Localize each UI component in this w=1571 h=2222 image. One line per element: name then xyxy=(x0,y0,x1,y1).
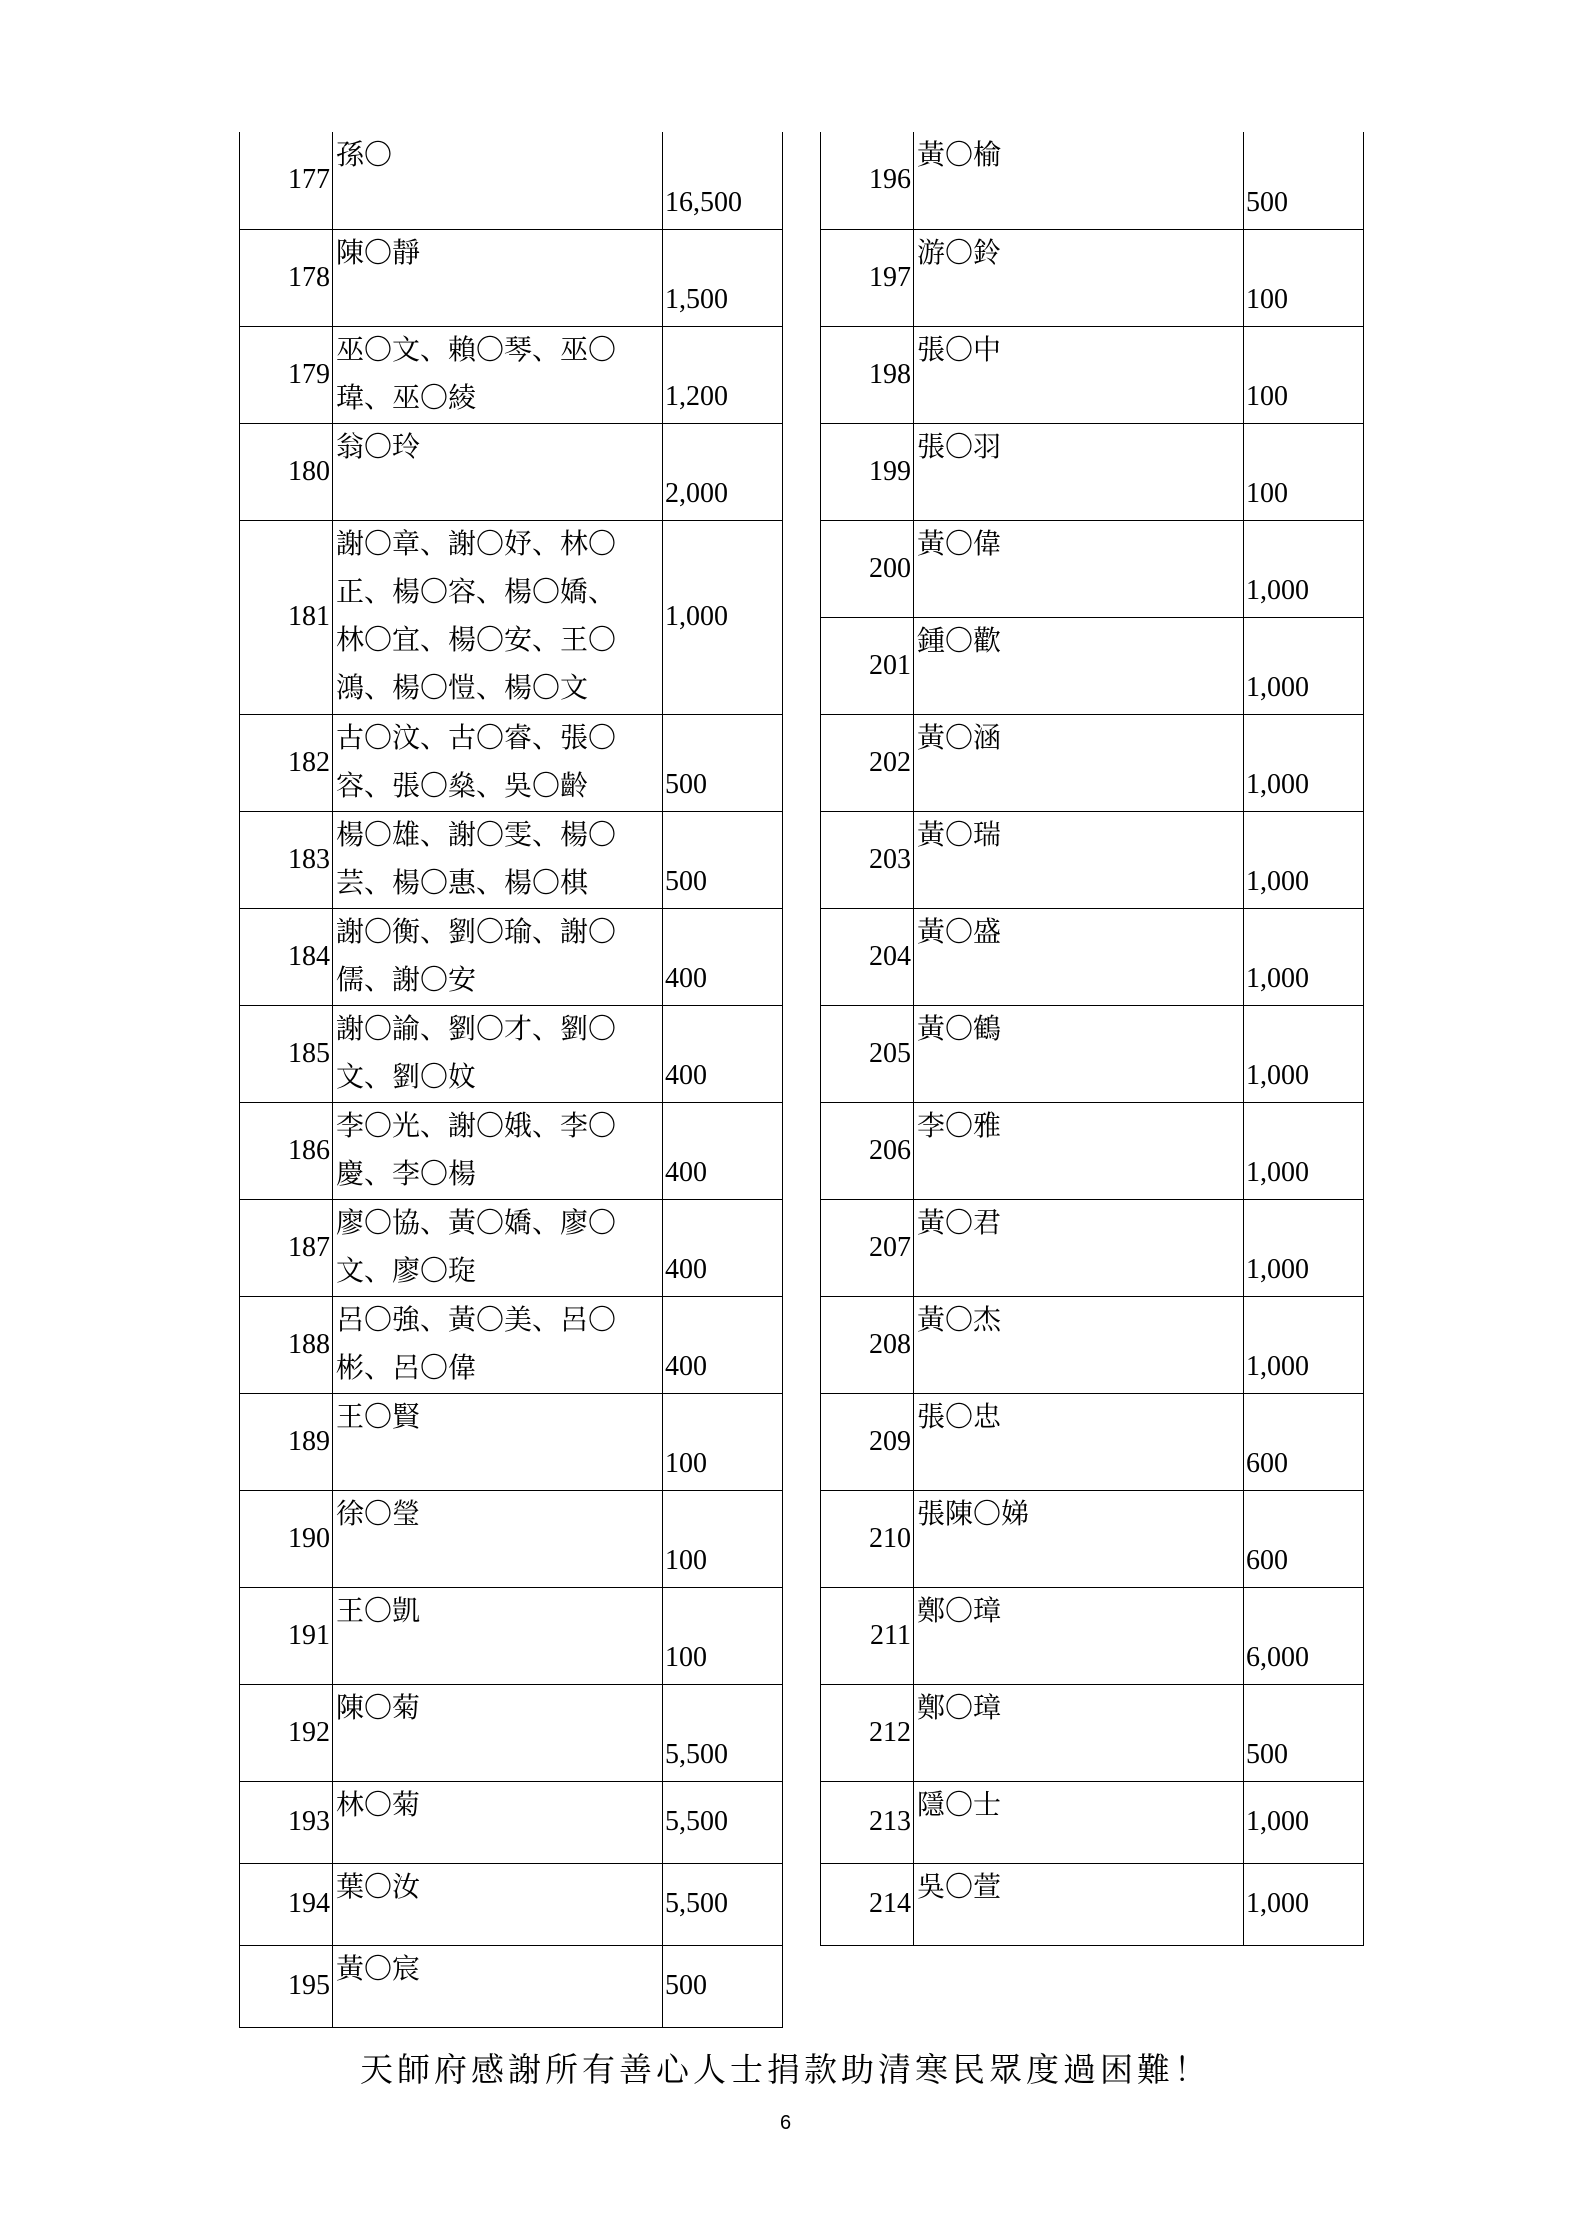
donor-names xyxy=(914,617,1244,714)
donation-amount: 1,200 xyxy=(663,326,783,423)
donor-names xyxy=(333,326,663,423)
row-number: 197 xyxy=(821,229,914,326)
row-number: 185 xyxy=(240,1005,333,1102)
row-number: 210 xyxy=(821,1490,914,1587)
table-row xyxy=(240,132,783,229)
donor-name-line: 古〇汶、古〇睿、張〇 xyxy=(336,722,617,754)
donor-name-line: 黃〇涵 xyxy=(917,722,1002,754)
row-number: 196 xyxy=(821,132,914,229)
donation-amount: 5,500 xyxy=(663,1781,783,1863)
table-row xyxy=(240,811,783,908)
table-row xyxy=(240,1587,783,1684)
table-row xyxy=(240,1005,783,1102)
donor-name-line: 黃〇君 xyxy=(917,1207,1002,1239)
row-number: 182 xyxy=(240,714,333,811)
donation-amount: 400 xyxy=(663,1296,783,1393)
table-row xyxy=(821,1781,1364,1863)
donor-table-right xyxy=(820,132,1364,1946)
donation-amount: 500 xyxy=(1244,132,1364,229)
donation-amount: 400 xyxy=(663,1199,783,1296)
donor-names xyxy=(333,1684,663,1781)
table-row xyxy=(821,423,1364,520)
donation-amount: 100 xyxy=(1244,423,1364,520)
row-number: 201 xyxy=(821,617,914,714)
row-number: 192 xyxy=(240,1684,333,1781)
row-number: 193 xyxy=(240,1781,333,1863)
table-row xyxy=(240,908,783,1005)
donor-name-line: 謝〇章、謝〇妤、林〇 xyxy=(336,528,617,560)
donation-amount: 1,000 xyxy=(1244,520,1364,617)
donation-amount: 1,000 xyxy=(1244,1781,1364,1863)
row-number: 205 xyxy=(821,1005,914,1102)
row-number: 204 xyxy=(821,908,914,1005)
donor-name-line: 芸、楊〇惠、楊〇棋 xyxy=(336,867,589,899)
donor-names xyxy=(333,229,663,326)
donor-name-line: 呂〇強、黃〇美、呂〇 xyxy=(336,1304,617,1336)
donor-names xyxy=(914,1684,1244,1781)
donor-name-line: 黃〇鶴 xyxy=(917,1013,1002,1045)
row-number: 202 xyxy=(821,714,914,811)
row-number: 179 xyxy=(240,326,333,423)
donor-name-line: 彬、呂〇偉 xyxy=(336,1352,477,1384)
row-number: 213 xyxy=(821,1781,914,1863)
donor-names xyxy=(914,520,1244,617)
donation-amount: 500 xyxy=(1244,1684,1364,1781)
donor-name-line: 黃〇瑞 xyxy=(917,819,1002,851)
donor-name-line: 游〇鈴 xyxy=(917,237,1002,269)
donor-name-line: 鴻、楊〇愷、楊〇文 xyxy=(336,672,589,704)
donor-names xyxy=(333,132,663,229)
table-row xyxy=(821,1490,1364,1587)
donor-names xyxy=(914,229,1244,326)
donor-name-line: 楊〇雄、謝〇雯、楊〇 xyxy=(336,819,617,851)
table-row xyxy=(240,1393,783,1490)
donation-amount: 1,000 xyxy=(1244,714,1364,811)
donor-names xyxy=(914,326,1244,423)
donor-names xyxy=(914,1393,1244,1490)
donor-name-line: 翁〇玲 xyxy=(336,431,421,463)
row-number: 186 xyxy=(240,1102,333,1199)
donor-name-line: 黃〇宸 xyxy=(336,1953,421,1985)
donation-amount: 1,000 xyxy=(1244,908,1364,1005)
donor-name-line: 容、張〇燊、吳〇齡 xyxy=(336,770,589,802)
donor-name-line: 陳〇靜 xyxy=(336,237,421,269)
donor-names xyxy=(914,423,1244,520)
donor-table-left xyxy=(239,132,783,2028)
table-row xyxy=(821,714,1364,811)
table-row xyxy=(240,520,783,714)
row-number: 191 xyxy=(240,1587,333,1684)
row-number: 184 xyxy=(240,908,333,1005)
donor-names xyxy=(333,520,663,714)
donation-amount: 1,000 xyxy=(1244,1102,1364,1199)
donation-amount: 1,000 xyxy=(1244,1296,1364,1393)
table-row xyxy=(240,229,783,326)
donation-amount: 400 xyxy=(663,1102,783,1199)
thank-you-message: 天師府感謝所有善心人士捐款助清寒民眾度過困難！ xyxy=(360,2050,1211,2089)
donor-name-line: 謝〇衡、劉〇瑜、謝〇 xyxy=(336,916,617,948)
donation-amount: 1,000 xyxy=(1244,1199,1364,1296)
donation-amount: 500 xyxy=(663,1945,783,2027)
donor-name-line: 黃〇榆 xyxy=(917,140,1002,171)
donor-name-line: 隱〇士 xyxy=(917,1789,1002,1821)
table-row xyxy=(240,1102,783,1199)
donation-amount: 16,500 xyxy=(663,132,783,229)
donor-names xyxy=(914,714,1244,811)
table-row xyxy=(821,811,1364,908)
donor-name-line: 張〇忠 xyxy=(917,1401,1002,1433)
donor-names xyxy=(914,1863,1244,1945)
donor-names xyxy=(914,1102,1244,1199)
table-row xyxy=(821,229,1364,326)
donor-names xyxy=(914,1587,1244,1684)
row-number: 189 xyxy=(240,1393,333,1490)
row-number: 209 xyxy=(821,1393,914,1490)
row-number: 187 xyxy=(240,1199,333,1296)
donor-names xyxy=(333,1945,663,2027)
donor-names xyxy=(333,423,663,520)
donor-name-line: 李〇雅 xyxy=(917,1110,1002,1142)
donor-name-line: 正、楊〇容、楊〇嬌、 xyxy=(336,576,617,608)
donation-amount: 600 xyxy=(1244,1490,1364,1587)
donor-name-line: 儒、謝〇安 xyxy=(336,964,477,996)
donation-amount: 400 xyxy=(663,908,783,1005)
table-row xyxy=(240,1684,783,1781)
donor-name-line: 鄭〇璋 xyxy=(917,1595,1002,1627)
donation-amount: 1,000 xyxy=(1244,1005,1364,1102)
row-number: 190 xyxy=(240,1490,333,1587)
donation-amount: 100 xyxy=(1244,326,1364,423)
donation-amount: 6,000 xyxy=(1244,1587,1364,1684)
row-number: 212 xyxy=(821,1684,914,1781)
donation-amount: 100 xyxy=(663,1490,783,1587)
table-row xyxy=(821,1005,1364,1102)
donor-name-line: 巫〇文、賴〇琴、巫〇 xyxy=(336,334,617,366)
donor-names xyxy=(333,811,663,908)
table-row xyxy=(240,1781,783,1863)
donor-name-line: 謝〇諭、劉〇才、劉〇 xyxy=(336,1013,617,1045)
donor-names xyxy=(914,1005,1244,1102)
table-row xyxy=(240,1945,783,2027)
donor-name-line: 李〇光、謝〇娥、李〇 xyxy=(336,1110,617,1142)
donor-names xyxy=(333,1490,663,1587)
row-number: 183 xyxy=(240,811,333,908)
table-row xyxy=(821,908,1364,1005)
table-row xyxy=(821,1296,1364,1393)
donor-name-line: 黃〇杰 xyxy=(917,1304,1002,1336)
row-number: 198 xyxy=(821,326,914,423)
table-row xyxy=(240,1296,783,1393)
donor-name-line: 鄭〇璋 xyxy=(917,1692,1002,1724)
donor-name-line: 張〇中 xyxy=(917,334,1002,366)
donor-names xyxy=(914,811,1244,908)
donor-names xyxy=(914,1199,1244,1296)
page-number: 6 xyxy=(779,2112,792,2134)
donor-names xyxy=(333,1393,663,1490)
donor-name-line: 吳〇萱 xyxy=(917,1871,1002,1903)
donor-names xyxy=(914,1781,1244,1863)
donor-name-line: 文、劉〇妏 xyxy=(336,1061,477,1093)
table-row xyxy=(821,1102,1364,1199)
table-row xyxy=(821,1199,1364,1296)
donation-amount: 1,500 xyxy=(663,229,783,326)
donor-names xyxy=(333,714,663,811)
donor-name-line: 慶、李〇楊 xyxy=(336,1158,477,1190)
table-row xyxy=(821,132,1364,229)
donor-name-line: 林〇宜、楊〇安、王〇 xyxy=(336,624,617,656)
donor-names xyxy=(333,1587,663,1684)
donor-name-line: 陳〇菊 xyxy=(336,1692,421,1724)
donor-names xyxy=(914,908,1244,1005)
row-number: 203 xyxy=(821,811,914,908)
donation-amount: 100 xyxy=(1244,229,1364,326)
donation-amount: 1,000 xyxy=(1244,617,1364,714)
row-number: 178 xyxy=(240,229,333,326)
donation-amount: 500 xyxy=(663,714,783,811)
donor-name-line: 瑋、巫〇綾 xyxy=(336,382,477,414)
donor-name-line: 張〇羽 xyxy=(917,431,1002,463)
table-row xyxy=(240,423,783,520)
donor-names xyxy=(333,1199,663,1296)
donor-name-line: 葉〇汝 xyxy=(336,1871,421,1903)
donation-amount: 5,500 xyxy=(663,1684,783,1781)
row-number: 195 xyxy=(240,1945,333,2027)
donation-amount: 1,000 xyxy=(1244,1863,1364,1945)
row-number: 181 xyxy=(240,520,333,714)
donor-name-line: 王〇賢 xyxy=(336,1401,421,1433)
donor-name-line: 張陳〇娣 xyxy=(917,1498,1030,1530)
table-row xyxy=(821,1587,1364,1684)
row-number: 180 xyxy=(240,423,333,520)
donor-names xyxy=(914,1490,1244,1587)
row-number: 177 xyxy=(240,132,333,229)
donor-name-line: 王〇凱 xyxy=(336,1595,421,1627)
donor-name-line: 文、廖〇琁 xyxy=(336,1255,477,1287)
row-number: 200 xyxy=(821,520,914,617)
row-number: 208 xyxy=(821,1296,914,1393)
table-row xyxy=(240,714,783,811)
table-row xyxy=(240,1863,783,1945)
table-row xyxy=(821,1863,1364,1945)
donation-amount: 1,000 xyxy=(663,520,783,714)
donor-names xyxy=(333,1863,663,1945)
donor-names xyxy=(333,908,663,1005)
row-number: 206 xyxy=(821,1102,914,1199)
table-row xyxy=(821,1684,1364,1781)
donation-amount: 2,000 xyxy=(663,423,783,520)
table-row xyxy=(240,1199,783,1296)
donor-name-line: 黃〇偉 xyxy=(917,528,1002,560)
donation-amount: 100 xyxy=(663,1393,783,1490)
table-row xyxy=(240,326,783,423)
donor-name-line: 黃〇盛 xyxy=(917,916,1002,948)
donation-amount: 5,500 xyxy=(663,1863,783,1945)
donor-name-line: 孫〇 xyxy=(336,140,393,171)
donor-name-line: 鍾〇歡 xyxy=(917,625,1002,657)
table-row xyxy=(240,1490,783,1587)
donor-name-line: 徐〇瑩 xyxy=(336,1498,421,1530)
donor-names xyxy=(333,1102,663,1199)
donor-names xyxy=(914,1296,1244,1393)
row-number: 199 xyxy=(821,423,914,520)
donor-names xyxy=(333,1781,663,1863)
donation-amount: 1,000 xyxy=(1244,811,1364,908)
row-number: 214 xyxy=(821,1863,914,1945)
donor-names xyxy=(914,132,1244,229)
table-row xyxy=(821,617,1364,714)
table-row xyxy=(821,1393,1364,1490)
row-number: 211 xyxy=(821,1587,914,1684)
table-row xyxy=(821,520,1364,617)
row-number: 188 xyxy=(240,1296,333,1393)
donor-names xyxy=(333,1296,663,1393)
donation-amount: 100 xyxy=(663,1587,783,1684)
donation-amount: 500 xyxy=(663,811,783,908)
donation-amount: 600 xyxy=(1244,1393,1364,1490)
donor-name-line: 廖〇協、黃〇嬌、廖〇 xyxy=(336,1207,617,1239)
row-number: 194 xyxy=(240,1863,333,1945)
donor-name-line: 林〇菊 xyxy=(336,1789,421,1821)
donation-amount: 400 xyxy=(663,1005,783,1102)
donor-names xyxy=(333,1005,663,1102)
row-number: 207 xyxy=(821,1199,914,1296)
table-row xyxy=(821,326,1364,423)
